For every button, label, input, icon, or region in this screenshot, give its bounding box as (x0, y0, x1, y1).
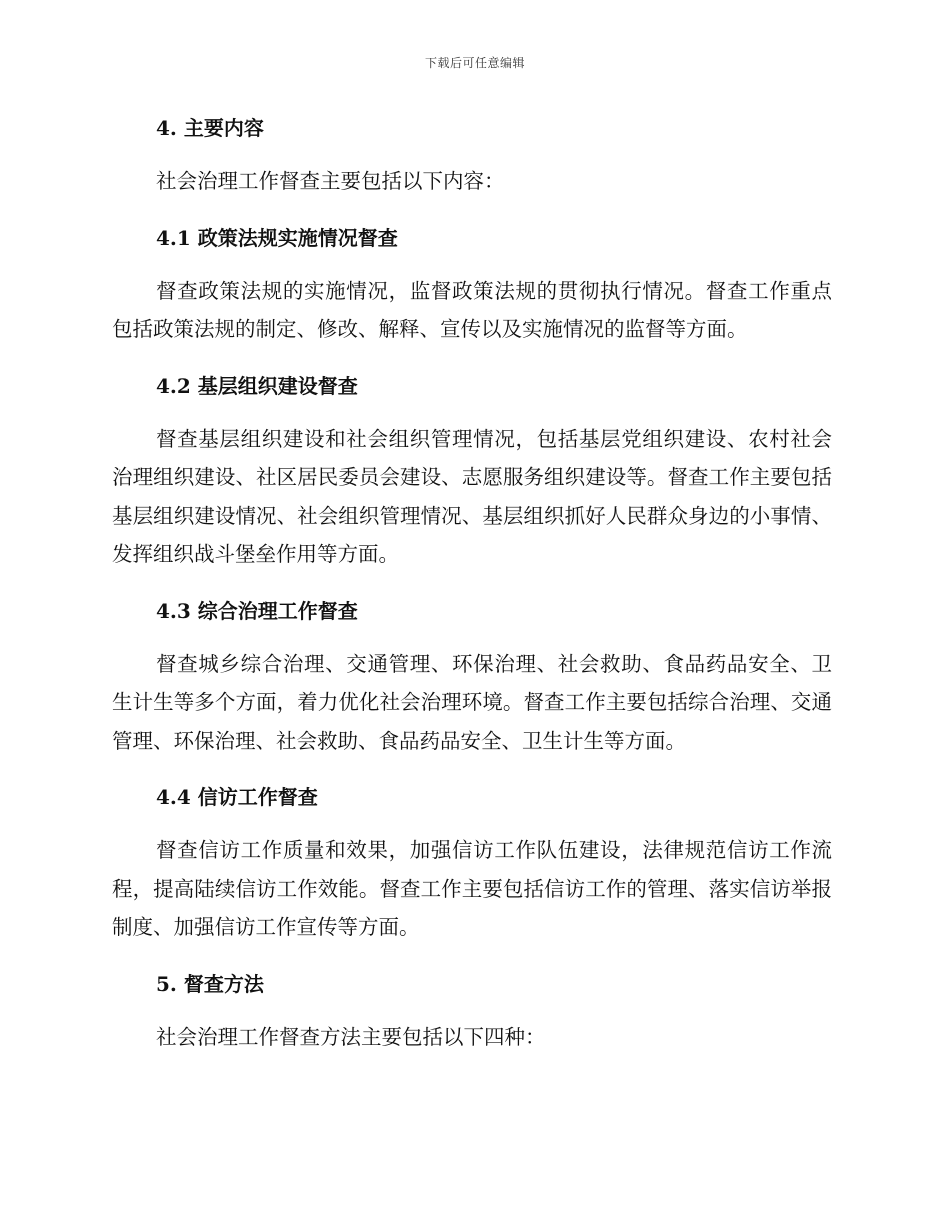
section-heading-4: 4. 主要内容 (156, 116, 264, 140)
page-header: 下载后可任意编辑 (424, 56, 525, 70)
section-heading-4-4: 4.4 信访工作督查 (156, 785, 318, 809)
section-heading-4-2: 4.2 基层组织建设督查 (156, 373, 358, 398)
section-heading-5: 5. 督查方法 (156, 971, 264, 996)
document-body (112, 108, 832, 1073)
paragraph-intro: 社会治理工作督查主要包括以下内容： (156, 169, 505, 193)
section-heading-4-1: 4.1 政策法规实施情况督查 (156, 225, 398, 250)
paragraph-4-4: 督查信访工作质量和效果，加强信访工作队伍建设，法律规范信访工作流程，提高陆续信访工作效能。督查工作主要包括信访工作的管理、落实信访举报制度、加强信访工作宣传等方面。 (112, 838, 832, 939)
section-heading-4-3: 4.3 综合治理工作督查 (156, 598, 358, 623)
paragraph-4-3: 督查城乡综合治理、交通管理、环保治理、社会救助、食品药品安全、卫生计生等多个方面，着力优化社会治理环境。督查工作主要包括综合治理、交通管理、环保治理、社会救助、食品药品安全、卫生计生等方面。 (112, 651, 832, 753)
paragraph-5-intro: 社会治理工作督查方法主要包括以下四种： (156, 1024, 546, 1049)
paragraph-4-1: 督查政策法规的实施情况，监督政策法规的贯彻执行情况。督查工作重点包括政策法规的制定、修改、解释、宣传以及实施情况的监督等方面。 (112, 278, 832, 341)
paragraph-4-2: 督查基层组织建设和社会组织管理情况，包括基层党组织建设、农村社会治理组织建设、社区居民委员会建设、志愿服务组织建设等。督查工作主要包括基层组织建设情况、社会组织管理情况、基层组织抓好人民群众身边的小事情、发挥组织战斗堡垒作用等方面。 (112, 426, 832, 566)
